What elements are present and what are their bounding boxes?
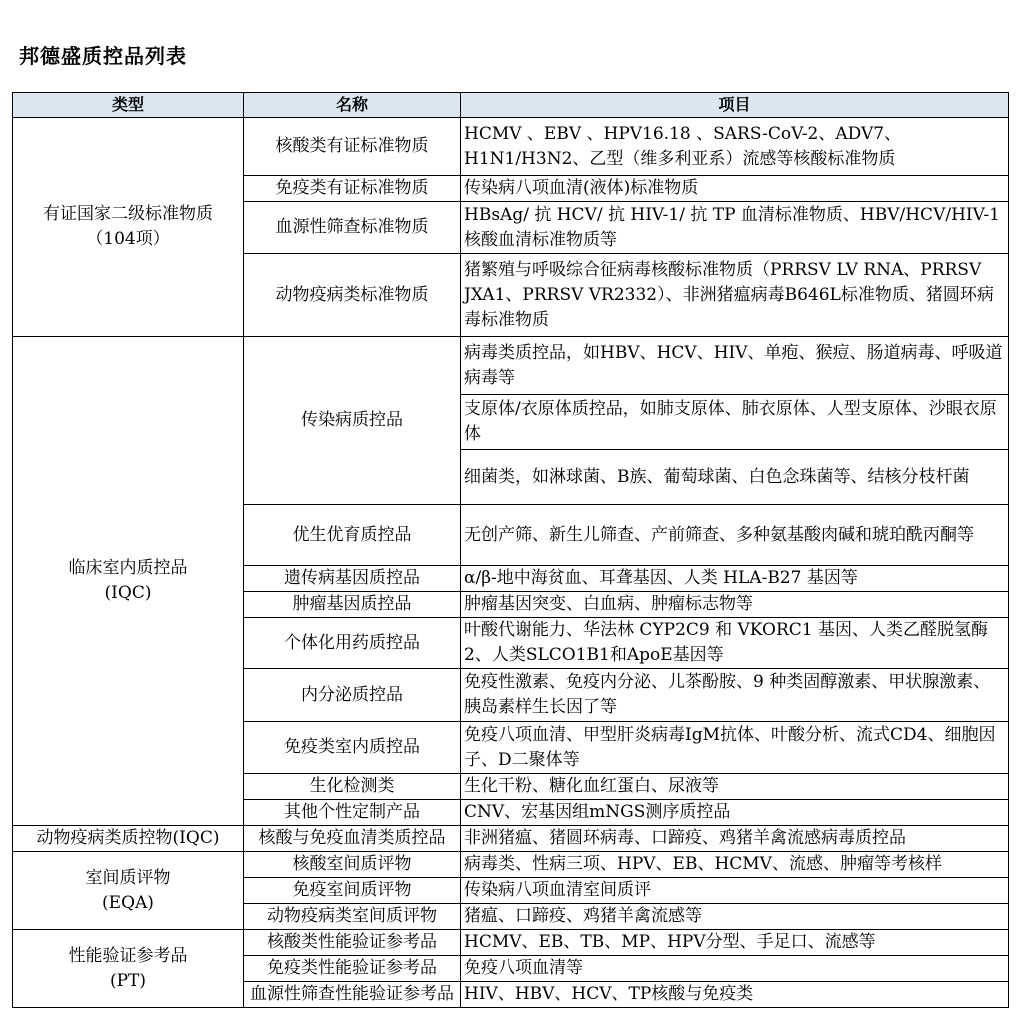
product-name: 内分泌质控品 bbox=[244, 669, 461, 722]
product-item: CNV、宏基因组mNGS测序质控品 bbox=[461, 800, 1009, 826]
table-header-row bbox=[13, 93, 1009, 118]
product-item: 猪繁殖与呼吸综合征病毒核酸标准物质（PRRSV LV RNA、PRRSV JXA1、PRRSV VR2332）、非洲猪瘟病毒B646L标准物质、猪圆环病毒标准物质 bbox=[461, 254, 1009, 337]
product-item: HBsAg/ 抗 HCV/ 抗 HIV-1/ 抗 TP 血清标准物质、HBV/HCV/HIV-1核酸血清标准物质等 bbox=[461, 202, 1009, 254]
product-name: 核酸类性能验证参考品 bbox=[244, 930, 461, 956]
product-item: HIV、HBV、HCV、TP核酸与免疫类 bbox=[461, 982, 1009, 1008]
product-name: 传染病质控品 bbox=[244, 337, 461, 505]
product-item: 叶酸代谢能力、华法林 CYP2C9 和 VKORC1 基因、人类乙醛脱氢酶2、人类SLCO1B1和ApoE基因等 bbox=[461, 618, 1009, 669]
category-cell bbox=[13, 930, 244, 1008]
header-type: 类型 bbox=[13, 93, 244, 118]
product-item: 免疫八项血清等 bbox=[461, 956, 1009, 982]
product-name: 免疫类有证标准物质 bbox=[244, 176, 461, 202]
product-item: α/β-地中海贫血、耳聋基因、人类 HLA-B27 基因等 bbox=[461, 566, 1009, 592]
product-item: 生化干粉、糖化血红蛋白、尿液等 bbox=[461, 774, 1009, 800]
product-name: 其他个性定制产品 bbox=[244, 800, 461, 826]
product-item: 支原体/衣原体质控品，如肺支原体、肺衣原体、人型支原体、沙眼衣原体 bbox=[461, 395, 1009, 450]
product-item: 免疫八项血清、甲型肝炎病毒IgM抗体、叶酸分析、流式CD4、细胞因子、D二聚体等 bbox=[461, 722, 1009, 774]
category-label: 室间质评物 bbox=[85, 867, 171, 888]
product-item: HCMV 、EBV 、HPV16.18 、SARS-CoV-2、ADV7、H1N1/H3N2、乙型（维多利亚系）流感等核酸标准物质 bbox=[461, 118, 1009, 176]
product-name: 核酸与免疫血清类质控品 bbox=[244, 826, 461, 852]
product-name: 核酸类有证标准物质 bbox=[244, 118, 461, 176]
product-item: 非洲猪瘟、猪圆环病毒、口蹄疫、鸡猪羊禽流感病毒质控品 bbox=[461, 826, 1009, 852]
product-item: 免疫性激素、免疫内分泌、儿茶酚胺、9 种类固醇激素、甲状腺激素、胰岛素样生长因了等 bbox=[461, 669, 1009, 722]
product-name: 优生优育质控品 bbox=[244, 505, 461, 566]
category-label: 有证国家二级标准物质 bbox=[43, 204, 213, 224]
category-cell bbox=[13, 118, 244, 337]
product-item: 传染病八项血清(液体)标准物质 bbox=[461, 176, 1009, 202]
product-item: 猪瘟、口蹄疫、鸡猪羊禽流感等 bbox=[461, 904, 1009, 930]
category-sublabel: (IQC) bbox=[104, 583, 152, 603]
category-sublabel: （104项） bbox=[86, 229, 170, 249]
header-name: 名称 bbox=[244, 93, 461, 118]
category-cell bbox=[13, 826, 244, 852]
product-name: 核酸室间质评物 bbox=[244, 852, 461, 878]
product-name: 遗传病基因质控品 bbox=[244, 566, 461, 592]
header-item: 项目 bbox=[461, 93, 1009, 118]
product-name: 生化检测类 bbox=[244, 774, 461, 800]
page-title: 邦德盛质控品列表 bbox=[19, 44, 187, 68]
category-label: 性能验证参考品 bbox=[68, 945, 188, 966]
product-item: 肿瘤基因突变、白血病、肿瘤标志物等 bbox=[461, 592, 1009, 618]
product-name: 动物疫病类室间质评物 bbox=[244, 904, 461, 930]
product-name: 血源性筛查标准物质 bbox=[244, 202, 461, 254]
product-name: 血源性筛查性能验证参考品 bbox=[244, 982, 461, 1008]
product-item: 细菌类，如淋球菌、B族、葡萄球菌、白色念珠菌等、结核分枝杆菌 bbox=[461, 450, 1009, 505]
table-row bbox=[13, 337, 1009, 395]
category-label: 动物疫病类质控物(IQC) bbox=[36, 828, 220, 848]
product-name: 动物疫病类标准物质 bbox=[244, 254, 461, 337]
category-label: 临床室内质控品 bbox=[68, 558, 188, 578]
category-cell bbox=[13, 852, 244, 930]
table-row bbox=[13, 826, 1009, 852]
qc-product-table bbox=[12, 92, 1009, 1008]
table-row bbox=[13, 118, 1009, 176]
category-sublabel: (EQA) bbox=[102, 892, 154, 913]
product-name: 肿瘤基因质控品 bbox=[244, 592, 461, 618]
product-name: 免疫类室内质控品 bbox=[244, 722, 461, 774]
product-item: 传染病八项血清室间质评 bbox=[461, 878, 1009, 904]
table-row bbox=[13, 852, 1009, 878]
product-name: 免疫类性能验证参考品 bbox=[244, 956, 461, 982]
product-item: 病毒类、性病三项、HPV、EB、HCMV、流感、肿瘤等考核样 bbox=[461, 852, 1009, 878]
category-cell bbox=[13, 337, 244, 826]
product-item: 病毒类质控品，如HBV、HCV、HIV、单疱、猴痘、肠道病毒、呼吸道病毒等 bbox=[461, 337, 1009, 395]
product-item: HCMV、EB、TB、MP、HPV分型、手足口、流感等 bbox=[461, 930, 1009, 956]
product-name: 个体化用药质控品 bbox=[244, 618, 461, 669]
category-sublabel: (PT) bbox=[109, 970, 147, 991]
product-item: 无创产筛、新生儿筛查、产前筛查、多种氨基酸肉碱和琥珀酰丙酮等 bbox=[461, 505, 1009, 566]
table-row bbox=[13, 930, 1009, 956]
product-name: 免疫室间质评物 bbox=[244, 878, 461, 904]
